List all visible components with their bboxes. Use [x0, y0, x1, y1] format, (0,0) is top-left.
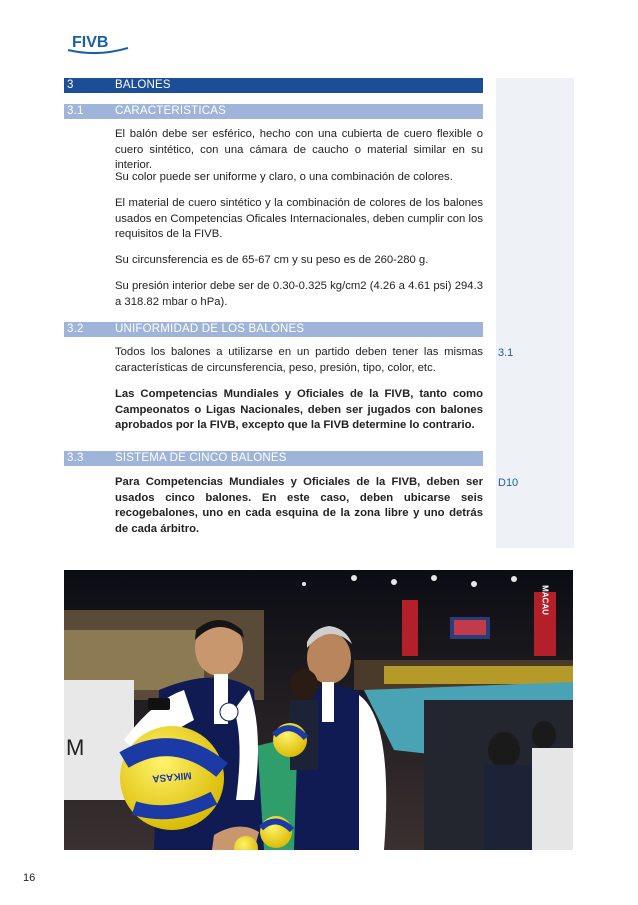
- fivb-logo: [66, 30, 130, 58]
- subsection-number: 3.1: [67, 105, 84, 117]
- section-title: BALONES: [115, 79, 171, 91]
- paragraph: Su circunsferencia es de 65-67 cm y su peso es de 260-280 g.: [115, 254, 429, 266]
- page-number: 16: [23, 872, 36, 884]
- ball-brand: MIKASA: [151, 769, 193, 784]
- side-reference: D10: [498, 477, 519, 489]
- subsection-heading: [64, 322, 483, 337]
- subsection-title: UNIFORMIDAD DE LOS BALONES: [115, 323, 305, 335]
- paragraph: Su presión interior debe ser de 0.30-0.325 kg/cm2 (4.26 a 4.61 psi) 294.3 a 318.82 mbar o hPa).: [115, 280, 483, 308]
- banner-text: MACAU: [540, 585, 550, 615]
- subsection-title: SISTEMA DE CINCO BALONES: [115, 452, 287, 464]
- paragraph: Su color puede ser uniforme y claro, o una combinación de colores.: [115, 171, 453, 183]
- subsection-heading: [64, 104, 483, 119]
- paragraph-bold: Para Competencias Mundiales y Oficiales de la FIVB, deben ser usados cinco balones. En este caso, deben ubicarse seis recogebalones, uno en cada esquina de la zona libre y uno detrás de cada árbitro.: [115, 476, 483, 535]
- paragraph: Todos los balones a utilizarse en un partido deben tener las mismas características de circunsferencia, peso, presión, tipo, color, etc.: [115, 346, 483, 374]
- referee-photo: [64, 570, 573, 850]
- section-heading: [64, 78, 483, 93]
- logo-text: FIVB: [72, 34, 109, 51]
- subsection-title: CARACTERISTICAS: [115, 105, 226, 117]
- paragraph-bold: Las Competencias Mundiales y Oficiales de la FIVB, tanto como Campeonatos o Ligas Nacionales, deben ser jugados con balones aprobados por la FIVB, excepto que la FIVB determine lo contrario.: [115, 388, 483, 431]
- subsection-number: 3.2: [67, 323, 84, 335]
- section-number: 3: [67, 79, 74, 91]
- svg-text:M: M: [66, 735, 85, 760]
- subsection-number: 3.3: [67, 452, 84, 464]
- paragraph: El material de cuero sintético y la combinación de colores de los balones usados en Competencias Oficales Internacionales, deben cumplir con los requisitos de la FIVB.: [115, 197, 483, 240]
- subsection-heading: [64, 451, 483, 466]
- paragraph: El balón debe ser esférico, hecho con una cubierta de cuero flexible o cuero sintético, con una cámara de caucho o material similar en su interior.: [115, 128, 483, 171]
- side-reference: 3.1: [498, 347, 514, 359]
